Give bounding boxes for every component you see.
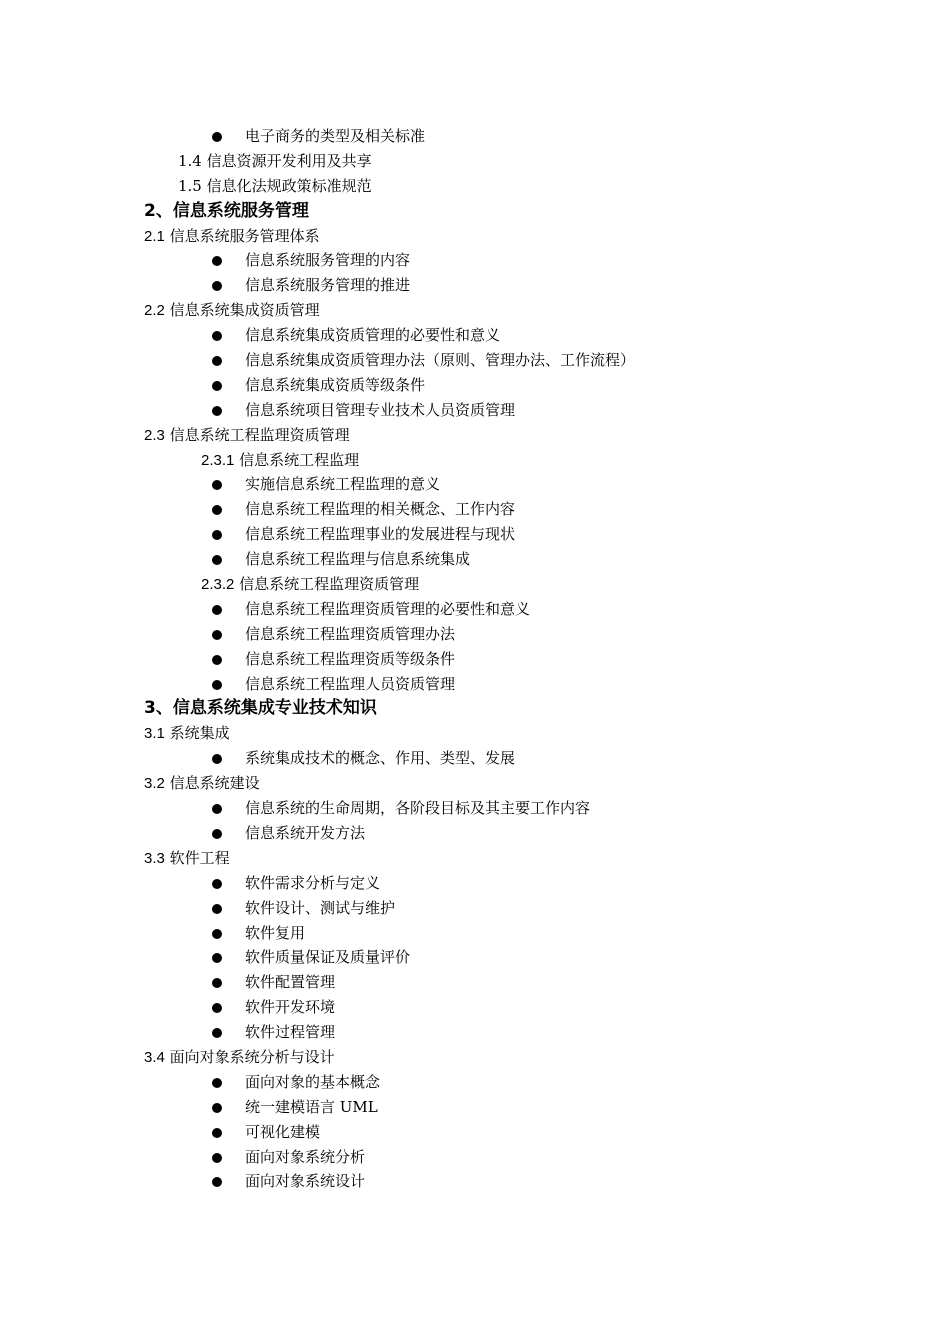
bullet-dot-icon: [212, 929, 222, 939]
line-text: 信息系统服务管理的内容: [245, 251, 411, 270]
subsection-heading: [0, 721, 950, 746]
bullet-dot-icon: [212, 605, 222, 615]
bullet-item: [0, 921, 950, 946]
bullet-item: [0, 497, 950, 522]
line-text: 面向对象系统设计: [245, 1172, 366, 1191]
bullet-dot-icon: [212, 879, 222, 889]
line-text: 软件复用: [245, 923, 306, 942]
bullet-dot-icon: [212, 256, 222, 266]
line-text: 1.5 信息化法规政策标准规范: [178, 176, 372, 195]
bullet-item: [0, 348, 950, 373]
line-text: 信息系统集成资质管理的必要性和意义: [245, 326, 501, 345]
line-text: 面向对象的基本概念: [245, 1072, 381, 1091]
bullet-dot-icon: [212, 1028, 222, 1038]
bullet-dot-icon: [212, 680, 222, 690]
subsection-heading: [0, 224, 950, 249]
section-heading: [0, 199, 950, 224]
line-text: 面向对象系统分析: [245, 1147, 366, 1166]
heading-number: 2.1: [144, 227, 165, 245]
heading-number: 2.2: [144, 302, 165, 320]
bullet-item: [0, 1145, 950, 1170]
bullet-dot-icon: [212, 530, 222, 540]
line-text: 软件过程管理: [245, 1023, 336, 1042]
bullet-item: [0, 896, 950, 921]
bullet-dot-icon: [212, 655, 222, 665]
bullet-item: [0, 970, 950, 995]
bullet-item: [0, 1020, 950, 1045]
bullet-dot-icon: [212, 754, 222, 764]
subsubsection-heading: [0, 448, 950, 473]
line-text: 电子商务的类型及相关标准: [245, 127, 426, 145]
line-text: 信息系统服务管理体系: [169, 226, 320, 245]
bullet-item: [0, 945, 950, 970]
document-body: [0, 124, 950, 1194]
heading-number: 3.3: [144, 849, 165, 867]
subsection-heading: [0, 174, 950, 199]
line-text: 2、信息系统服务管理: [144, 200, 309, 221]
bullet-item: [0, 1120, 950, 1145]
bullet-item: [0, 871, 950, 896]
bullet-dot-icon: [212, 1153, 222, 1163]
bullet-item: [0, 248, 950, 273]
bullet-dot-icon: [212, 281, 222, 291]
heading-number: 2.3.2: [201, 576, 235, 594]
subsection-heading: [0, 298, 950, 323]
line-text: 软件质量保证及质量评价: [245, 948, 411, 967]
bullet-dot-icon: [212, 555, 222, 565]
bullet-item: [0, 373, 950, 398]
bullet-item: [0, 597, 950, 622]
line-text: 可视化建模: [245, 1122, 321, 1141]
bullet-dot-icon: [212, 1128, 222, 1138]
subsection-heading: [0, 771, 950, 796]
bullet-dot-icon: [212, 406, 222, 416]
bullet-dot-icon: [212, 381, 222, 391]
line-text: 面向对象系统分析与设计: [169, 1047, 335, 1066]
heading-number: 3.4: [144, 1048, 165, 1066]
bullet-dot-icon: [212, 505, 222, 515]
bullet-item: [0, 547, 950, 572]
subsection-heading: [0, 846, 950, 871]
bullet-item: [0, 124, 950, 149]
bullet-item: [0, 472, 950, 497]
heading-number: 2.3.1: [201, 451, 235, 469]
bullet-dot-icon: [212, 480, 222, 490]
bullet-item: [0, 1095, 950, 1120]
line-text: 信息系统工程监理资质管理的必要性和意义: [245, 599, 531, 618]
bullet-dot-icon: [212, 978, 222, 988]
line-text: 信息系统工程监理资质管理办法: [245, 624, 456, 643]
bullet-item: [0, 672, 950, 697]
bullet-item: [0, 1070, 950, 1095]
bullet-item: [0, 746, 950, 771]
heading-number: 3.1: [144, 725, 165, 743]
line-text: 信息系统工程监理人员资质管理: [245, 674, 456, 693]
section-heading: [0, 696, 950, 721]
bullet-item: [0, 796, 950, 821]
line-text: 信息系统集成资质管理办法（原则、管理办法、工作流程）: [245, 351, 636, 370]
line-text: 信息系统项目管理专业技术人员资质管理: [245, 400, 516, 419]
bullet-dot-icon: [212, 904, 222, 914]
bullet-item: [0, 323, 950, 348]
bullet-dot-icon: [212, 331, 222, 341]
line-text: 信息系统工程监理资质管理: [169, 425, 350, 444]
bullet-item: [0, 398, 950, 423]
bullet-dot-icon: [212, 630, 222, 640]
line-text: 软件设计、测试与维护: [245, 898, 396, 917]
line-text: 信息系统集成资质等级条件: [245, 375, 426, 394]
bullet-item: [0, 647, 950, 672]
heading-number: 2.3: [144, 426, 165, 444]
bullet-item: [0, 622, 950, 647]
line-text: 3、信息系统集成专业技术知识: [144, 698, 377, 719]
bullet-item: [0, 273, 950, 298]
line-text: 软件工程: [169, 848, 230, 867]
subsection-heading: [0, 1045, 950, 1070]
subsection-heading: [0, 423, 950, 448]
line-text: 实施信息系统工程监理的意义: [245, 475, 441, 494]
line-text: 信息系统工程监理: [239, 450, 360, 469]
bullet-item: [0, 522, 950, 547]
bullet-dot-icon: [212, 1003, 222, 1013]
bullet-dot-icon: [212, 953, 222, 963]
bullet-dot-icon: [212, 1177, 222, 1187]
subsubsection-heading: [0, 572, 950, 597]
line-text: 软件配置管理: [245, 973, 336, 992]
heading-number: 3.2: [144, 775, 165, 793]
line-text: 系统集成: [169, 724, 230, 743]
line-text: 信息系统开发方法: [245, 823, 366, 842]
line-text: 软件开发环境: [245, 998, 336, 1017]
line-text: 信息系统服务管理的推进: [245, 276, 411, 295]
bullet-item: [0, 1169, 950, 1194]
subsection-heading: [0, 149, 950, 174]
line-text: 统一建模语言 UML: [245, 1097, 378, 1116]
line-text: 信息系统工程监理的相关概念、工作内容: [245, 500, 516, 519]
line-text: 信息系统工程监理事业的发展进程与现状: [245, 525, 516, 544]
bullet-dot-icon: [212, 132, 222, 142]
bullet-item: [0, 821, 950, 846]
bullet-dot-icon: [212, 1078, 222, 1088]
bullet-dot-icon: [212, 829, 222, 839]
bullet-dot-icon: [212, 356, 222, 366]
line-text: 信息系统的生命周期，各阶段目标及其主要工作内容: [245, 799, 591, 818]
line-text: 软件需求分析与定义: [245, 873, 381, 892]
line-text: 系统集成技术的概念、作用、类型、发展: [245, 749, 516, 768]
line-text: 信息系统建设: [169, 774, 260, 793]
bullet-dot-icon: [212, 1103, 222, 1113]
line-text: 1.4 信息资源开发利用及共享: [178, 151, 372, 170]
line-text: 信息系统工程监理资质管理: [239, 575, 420, 594]
line-text: 信息系统集成资质管理: [169, 301, 320, 320]
bullet-dot-icon: [212, 804, 222, 814]
line-text: 信息系统工程监理与信息系统集成: [245, 550, 471, 569]
bullet-item: [0, 995, 950, 1020]
line-text: 信息系统工程监理资质等级条件: [245, 649, 456, 668]
